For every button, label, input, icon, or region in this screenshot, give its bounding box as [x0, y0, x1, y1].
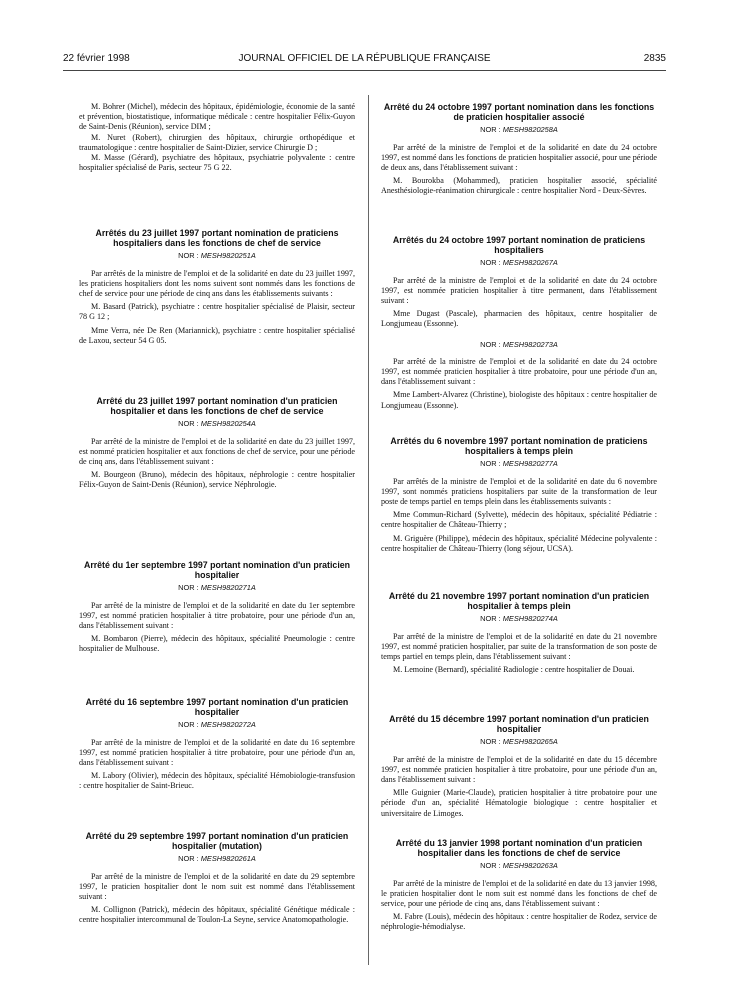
nor-line: NOR : MESH9820277A: [480, 459, 558, 469]
article-title: Arrêté du 21 novembre 1997 portant nomination d'un praticien hospitalier à temps plein: [388, 591, 650, 612]
nor-line: NOR : MESH9820254A: [178, 419, 256, 429]
article-paragraph: Par arrêté de la ministre de l'emploi et de la solidarité en date du 24 octobre 1997, est nommé dans les fonctions de praticien hospitalier associé, pour une période de deux ans, dans l'établissement suivant :: [381, 142, 658, 173]
article-paragraph: Par arrêté de la ministre de l'emploi et de la solidarité en date du 13 janvier 1998, le praticien hospitalier dont le nom suit est nommé dans les fonctions de chef de service, pour une période de cinq ans, dans l'établissement suivant :: [381, 878, 657, 909]
article-paragraph: M. Bourokba (Mohammed), praticien hospitalier associé, spécialité Anesthésiologie-réanimation chirurgicale : centre hospitalier Nord - Deux-Sèvres.: [381, 176, 657, 196]
article-paragraph: Par arrêté de la ministre de l'emploi et de la solidarité en date du 24 octobre 1997, est nommée praticien hospitalier à titre probatoire, pour une période d'un an, dans l'établissement suivant :: [381, 356, 657, 387]
article-paragraph: Par arrêtés de la ministre de l'emploi et de la solidarité en date du 6 novembre 1997, sont nommés praticiens hospitaliers par suite de la transformation de leur poste de temps partiel en temps plein dans les établissements suivants :: [381, 476, 657, 507]
article: [79, 560, 355, 655]
nor-code: MESH9820251A: [200, 251, 256, 261]
nor-code: MESH9820261A: [200, 854, 256, 864]
nor-line: NOR : MESH9820267A: [480, 258, 558, 268]
article-title: Arrêté du 29 septembre 1997 portant nomination d'un praticien hospitalier (mutation): [85, 831, 349, 852]
article-paragraph: Par arrêté de la ministre de l'emploi et de la solidarité en date du 16 septembre 1997, est nommé praticien hospitalier à titre probatoire, pour une période d'un an, dans l'établissement suivant :: [79, 737, 355, 768]
article-paragraph: Mme Commun-Richard (Sylvette), médecin des hôpitaux, spécialité Pédiatrie : centre hospitalier de Château-Thierry ;: [381, 510, 657, 530]
nor-code: MESH9820271A: [200, 583, 256, 593]
article: [79, 697, 355, 792]
nor-line: NOR : MESH9820261A: [178, 854, 256, 864]
article-title: Arrêté du 1er septembre 1997 portant nomination d'un praticien hospitalier: [83, 560, 351, 581]
article-title: Arrêtés du 24 octobre 1997 portant nomination de praticiens hospitaliers: [392, 235, 646, 256]
article-title: Arrêté du 23 juillet 1997 portant nomination d'un praticien hospitalier et dans les fonctions de chef de service: [96, 396, 338, 417]
article-title: Arrêté du 15 décembre 1997 portant nomination d'un praticien hospitalier: [389, 714, 649, 735]
article-paragraph: Par arrêté de la ministre de l'emploi et de la solidarité en date du 21 novembre 1997, est nommé praticien hospitalier, par suite de la transformation de son poste de temps partiel en temps plein, dans l'établissement suivant :: [381, 631, 657, 662]
article-paragraph: Par arrêté de la ministre de l'emploi et de la solidarité en date du 23 juillet 1997, est nommé praticien hospitalier et aux fonctions de chef de service, pour une période de cinq ans, dans l'établissement suivant :: [79, 436, 355, 467]
nor-code: MESH9820265A: [502, 737, 558, 747]
lead-paragraph: M. Nuret (Robert), chirurgien des hôpitaux, chirurgie orthopédique et traumatologique : centre hospitalier de Saint-Dizier, service Chirurgie D ;: [79, 132, 355, 152]
nor-line: NOR : MESH9820265A: [480, 737, 558, 747]
nor-line: NOR : MESH9820274A: [480, 614, 558, 624]
article-paragraph: M. Bourgeon (Bruno), médecin des hôpitaux, néphrologie : centre hospitalier Félix-Guyon de Saint-Denis (Réunion), service Néphrologie.: [79, 470, 355, 490]
article: [381, 714, 657, 819]
nor-line: NOR : MESH9820271A: [178, 583, 256, 593]
page-header: [63, 53, 666, 67]
article-paragraph: Par arrêté de la ministre de l'emploi et de la solidarité en date du 29 septembre 1997, le praticien hospitalier dont le nom suit est nommé dans l'établissement suivant :: [79, 871, 355, 902]
nor-code: MESH9820258A: [502, 125, 558, 135]
article-paragraph: M. Collignon (Patrick), médecin des hôpitaux, spécialité Génétique médicale : centre hospitalier intercommunal de Toulon-La Seyne, service Anatomopathologie.: [79, 905, 355, 925]
article-title: Arrêté du 13 janvier 1998 portant nomination d'un praticien hospitalier dans les fonctions de chef de service: [395, 838, 643, 859]
nor-line: NOR : MESH9820263A: [480, 861, 558, 871]
article: [381, 436, 657, 554]
article-paragraph: Mme Verra, née De Ren (Mariannick), psychiatre : centre hospitalier spécialisé de Laxou, secteur 54 G 05.: [79, 325, 355, 345]
header-date: 22 février 1998: [63, 53, 130, 64]
article-paragraph: M. Basard (Patrick), psychiatre : centre hospitalier spécialisé de Plaisir, secteur 78 G 12 ;: [79, 302, 355, 322]
article: [79, 228, 355, 346]
header-title: JOURNAL OFFICIEL DE LA RÉPUBLIQUE FRANÇAISE: [238, 53, 491, 64]
article-paragraph: M. Lemoine (Bernard), spécialité Radiologie : centre hospitalier de Douai.: [393, 665, 635, 675]
article-title: Arrêté du 16 septembre 1997 portant nomination d'un praticien hospitalier: [85, 697, 349, 718]
article-paragraph: M. Griguère (Philippe), médecin des hôpitaux, spécialité Médecine polyvalente : centre hospitalier de Château-Thierry (long séjour, UCSA).: [381, 533, 657, 553]
article: [79, 396, 355, 491]
article-paragraph: M. Labory (Olivier), médecin des hôpitaux, spécialité Hémobiologie-transfusion : centre hospitalier de Saint-Brieuc.: [79, 771, 355, 791]
nor-line: NOR : MESH9820272A: [178, 720, 256, 730]
article-paragraph: Par arrêté de la ministre de l'emploi et de la solidarité en date du 1er septembre 1997, est nommé praticien hospitalier à titre probatoire, pour une période d'un an, dans l'établissement suivant :: [79, 600, 355, 631]
article-title: Arrêtés du 23 juillet 1997 portant nomination de praticiens hospitaliers dans les fonctions de chef de service: [95, 228, 339, 249]
nor-code: MESH9820267A: [502, 258, 558, 268]
article-paragraph: Par arrêté de la ministre de l'emploi et de la solidarité en date du 15 décembre 1997, est nommée praticien hospitalier à titre probatoire, pour une période d'un an, dans l'établissement suivant :: [381, 754, 657, 785]
header-page-number: 2835: [643, 53, 666, 64]
article: [381, 102, 657, 197]
article-paragraph: M. Bombaron (Pierre), médecin des hôpitaux, spécialité Pneumologie : centre hospitalier de Mulhouse.: [79, 634, 355, 654]
article: [381, 838, 657, 933]
article-paragraph: Mme Dugast (Pascale), pharmacien des hôpitaux, centre hospitalier de Longjumeau (Essonne).: [381, 309, 657, 329]
nor-line: NOR : MESH9820273A: [480, 339, 558, 349]
article-paragraph: Par arrêté de la ministre de l'emploi et de la solidarité en date du 24 octobre 1997, est nommée praticien hospitalier à titre permanent, dans l'établissement suivant :: [381, 275, 657, 306]
nor-code: MESH9820273A: [502, 339, 558, 349]
article: [381, 235, 657, 411]
nor-line: NOR : MESH9820251A: [178, 251, 256, 261]
lead-text: [79, 102, 355, 173]
article-paragraph: Par arrêtés de la ministre de l'emploi et de la solidarité en date du 23 juillet 1997, les praticiens hospitaliers dont les noms suivent sont nommés dans les fonctions de chef de service pour une période de cinq ans dans les établissements suivants :: [79, 268, 355, 299]
column-divider: [368, 95, 369, 965]
nor-line: NOR : MESH9820258A: [480, 125, 558, 135]
header-rule: [63, 70, 666, 71]
article: [381, 591, 657, 675]
lead-paragraph: M. Masse (Gérard), psychiatre des hôpitaux, psychiatrie polyvalente : centre hospitalier spécialisé de Paris, secteur 75 G 22.: [79, 153, 355, 173]
article: [79, 831, 355, 926]
article-title: Arrêtés du 6 novembre 1997 portant nomination de praticiens hospitaliers à temps plein: [390, 436, 648, 457]
nor-code: MESH9820254A: [200, 419, 256, 429]
nor-code: MESH9820274A: [502, 614, 558, 624]
article-paragraph: Mlle Guignier (Marie-Claude), praticien hospitalier à titre probatoire pour une période d'un an, spécialité Hématologie biologique : centre hospitalier et universitaire de Limoges.: [381, 788, 657, 818]
nor-code: MESH9820272A: [200, 720, 256, 730]
lead-paragraph: M. Bohrer (Michel), médecin des hôpitaux, épidémiologie, économie de la santé et prévention, biostatistique, informatique médicale : centre hospitalier Félix-Guyon de Saint-Denis (Réunion), service DIM ;: [79, 102, 355, 132]
article-paragraph: Mme Lambert-Alvarez (Christine), biologiste des hôpitaux : centre hospitalier de Longjumeau (Essonne).: [381, 390, 657, 410]
article-paragraph: M. Fabre (Louis), médecin des hôpitaux : centre hospitalier de Rodez, service de néphrologie-hémodialyse.: [381, 912, 657, 932]
nor-code: MESH9820263A: [502, 861, 558, 871]
article-title: Arrêté du 24 octobre 1997 portant nomination dans les fonctions de praticien hospitalier associé: [383, 102, 655, 123]
nor-code: MESH9820277A: [502, 459, 558, 469]
